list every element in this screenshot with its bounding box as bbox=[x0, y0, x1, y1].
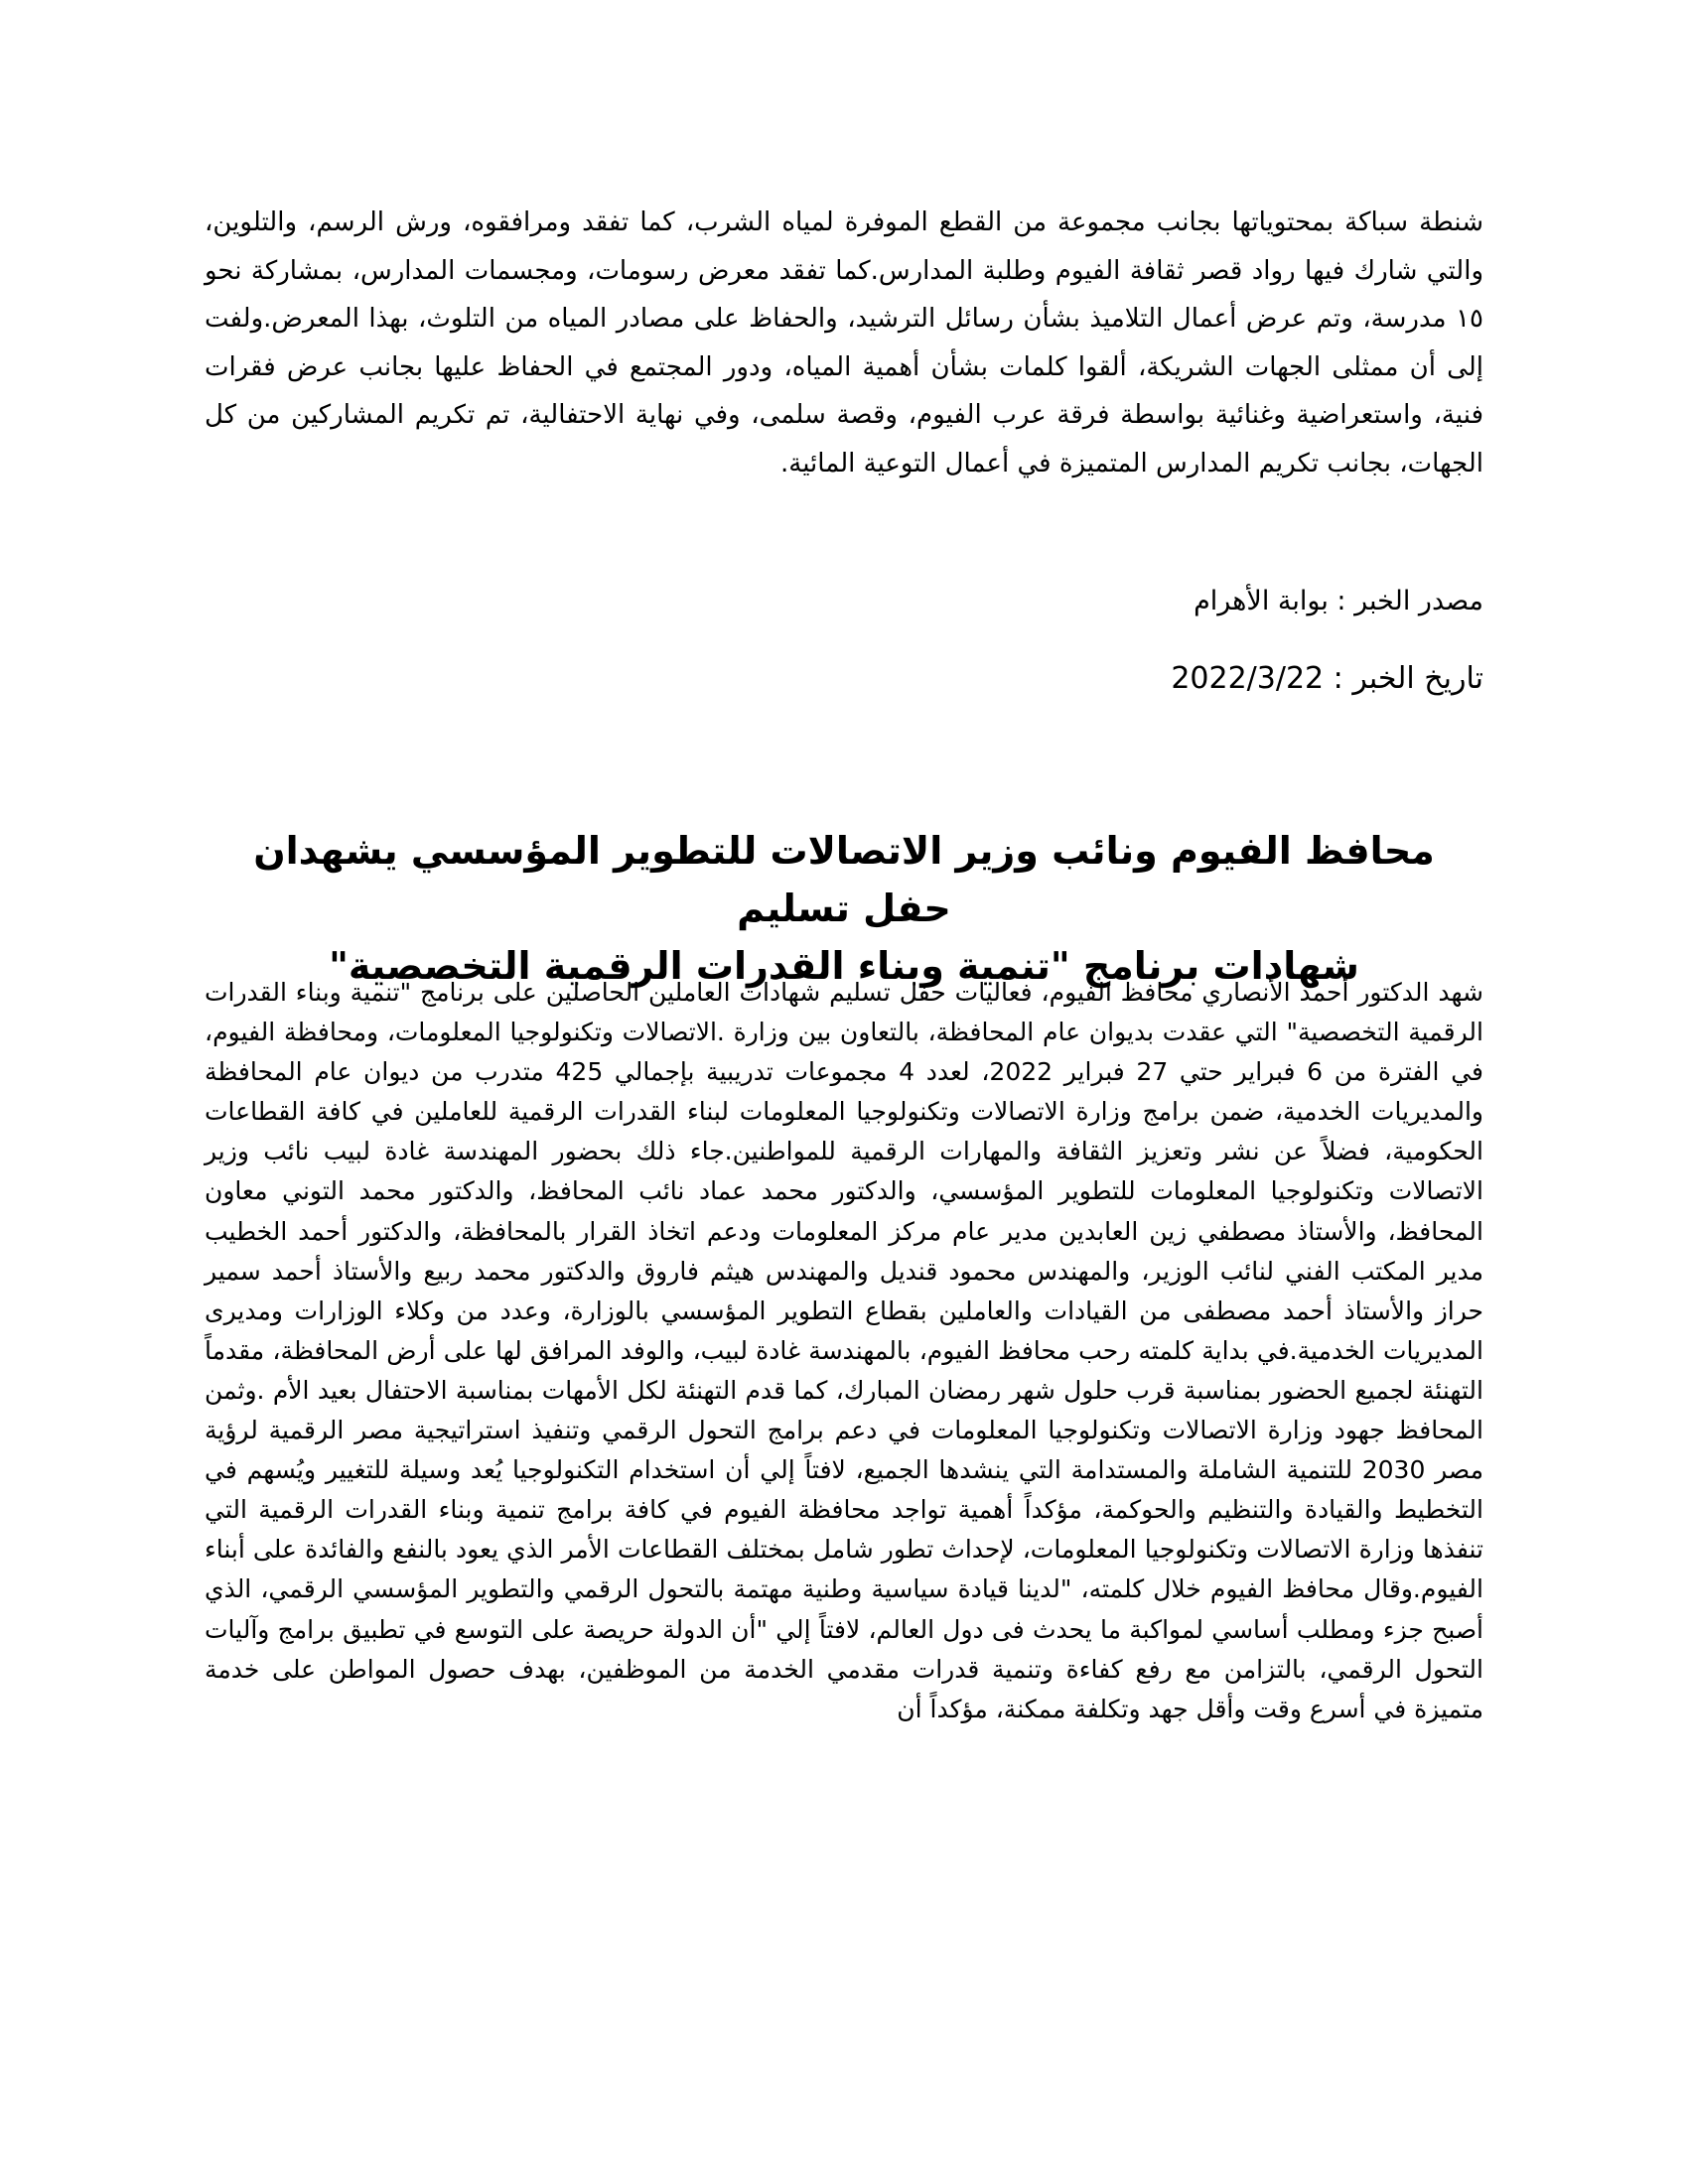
news-date: تاريخ الخبر : 2022/3/22 bbox=[1171, 661, 1483, 696]
article-body: شهد الدكتور أحمد الأنصاري محافظ الفيوم، فعاليات حفل تسليم شهادات العاملين الحاصلين على برنامج "تنمية وبناء القدرات الرقمية التخصصية" التي عقدت بديوان عام المحافظة، بالتعاون بين وزارة .الاتصالات وتكنولوجيا المعلومات، ومحافظة الفيوم، في الفترة من 6 فبراير حتي 27 فبراير 2022، لعدد 4 مجموعات تدريبية بإجمالي 425 متدرب من ديوان عام المحافظة والمديريات الخدمية، ضمن برامج وزارة الاتصالات وتكنولوجيا المعلومات لبناء القدرات الرقمية للعاملين في كافة القطاعات الحكومية، فضلاً عن نشر وتعزيز الثقافة والمهارات الرقمية للمواطنين.جاء ذلك بحضور المهندسة غادة لبيب نائب وزير الاتصالات وتكنولوجيا المعلومات للتطوير المؤسسي، والدكتور محمد عماد نائب المحافظ، والدكتور محمد التوني معاون المحافظ، والأستاذ مصطفي زين العابدين مدير عام مركز المعلومات ودعم اتخاذ القرار بالمحافظة، والدكتور أحمد الخطيب مدير المكتب الفني لنائب الوزير، والمهندس محمود قنديل والمهندس هيثم فاروق والدكتور محمد ربيع والأستاذ أحمد سمير حراز والأستاذ أحمد مصطفى من القيادات والعاملين بقطاع التطوير المؤسسي بالوزارة، وعدد من وكلاء الوزارات ومديرى المديريات الخدمية.في بداية كلمته رحب محافظ الفيوم، بالمهندسة غادة لبيب، والوفد المرافق لها على أرض المحافظة، مقدماً التهنئة لجميع الحضور بمناسبة قرب حلول شهر رمضان المبارك، كما قدم التهنئة لكل الأمهات بمناسبة الاحتفال بعيد الأم .وثمن المحافظ جهود وزارة الاتصالات وتكنولوجيا المعلومات في دعم برامج التحول الرقمي وتنفيذ استراتيجية مصر الرقمية لرؤية مصر 2030 للتنمية الشاملة والمستدامة التي ينشدها الجميع، لافتاً إلي أن استخدام التكنولوجيا يُعد وسيلة للتغيير ويُسهم في التخطيط والقيادة والتنظيم والحوكمة، مؤكداً أهمية تواجد محافظة الفيوم في كافة برامج تنمية وبناء القدرات الرقمية التي تنفذها وزارة الاتصالات وتكنولوجيا المعلومات، لإحداث تطور شامل بمختلف القطاعات الأمر الذي يعود بالنفع والفائدة على أبناء الفيوم.وقال محافظ الفيوم خلال كلمته، "لدينا قيادة سياسية وطنية مهتمة بالتحول الرقمي والتطوير المؤسسي الرقمي، الذي أصبح جزء ومطلب أساسي لمواكبة ما يحدث فى دول العالم، لافتاً إلي "أن الدولة حريصة على التوسع في تطبيق برامج وآليات التحول الرقمي، بالتزامن مع رفع كفاءة وتنمية قدرات مقدمي الخدمة من الموظفين، بهدف حصول المواطن على خدمة متميزة في أسرع وقت وأقل جهد وتكلفة ممكنة، مؤكداً أن bbox=[205, 978, 1484, 1723]
intro-paragraph: شنطة سباكة بمحتوياتها بجانب مجموعة من القطع الموفرة لمياه الشرب، كما تفقد ومرافقوه، ورش الرسم، والتلوين، والتي شارك فيها رواد قصر ثقافة الفيوم وطلبة المدارس.كما تفقد معرض رسومات، ومجسمات المدارس، بمشاركة نحو ١٥ مدرسة، وتم عرض أعمال التلاميذ بشأن رسائل الترشيد، والحفاظ على مصادر المياه من التلوث، بهذا المعرض.ولفت إلى أن ممثلى الجهات الشريكة، ألقوا كلمات بشأن أهمية المياه، ودور المجتمع في الحفاظ عليها بجانب عرض فقرات فنية، واستعراضية وغنائية بواسطة فرقة عرب الفيوم، وقصة سلمى، وفي نهاية الاحتفالية، تم تكريم المشاركين من كل الجهات، بجانب تكريم المدارس المتميزة في أعمال التوعية المائية. bbox=[205, 207, 1483, 478]
headline-line-2: شهادات برنامج "تنمية وبناء القدرات الرقمية التخصصية" bbox=[329, 944, 1359, 988]
headline-line-1: محافظ الفيوم ونائب وزير الاتصالات للتطوير المؤسسي يشهدان حفل تسليم bbox=[253, 829, 1435, 930]
document-page bbox=[205, 0, 1483, 2184]
article-headline bbox=[205, 822, 1483, 995]
news-source: مصدر الخبر : بوابة الأهرام bbox=[1194, 586, 1483, 616]
